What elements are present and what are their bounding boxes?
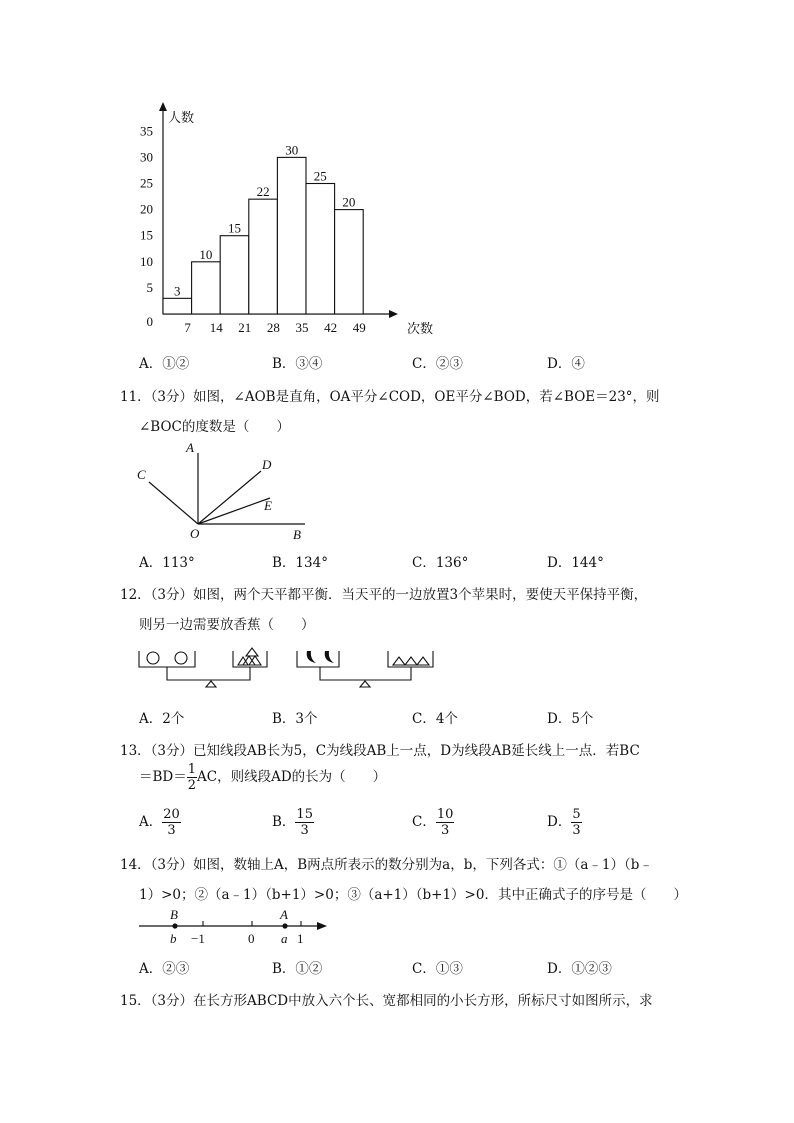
q11-text-line2: ∠BOC的度数是（ ） [139, 419, 290, 435]
x-tick-label: 49 [352, 320, 366, 335]
q11-option-c: C．136° [412, 555, 469, 571]
histogram-bar [220, 236, 249, 314]
q12-option-a: A．2个 [139, 711, 185, 727]
banana-icon [307, 651, 316, 663]
label-b-lower: b [170, 931, 177, 946]
triangle-icon [417, 657, 429, 665]
y-tick-label: 15 [140, 227, 153, 243]
y-axis-arrow-icon [159, 102, 167, 111]
q14-option-c: C．①③ [412, 961, 463, 977]
q14-text-line2: 1）>0；②（a﹣1）（b+1）>0；③（a+1）（b+1）>0．其中正确式子的序号是（ ） [139, 887, 687, 903]
y-tick-label: 25 [140, 175, 153, 191]
ray-oe [198, 498, 270, 524]
origin-label: 0 [146, 314, 153, 329]
bar-value-label: 20 [342, 194, 356, 210]
label-b: B [293, 527, 301, 542]
histogram-bar [306, 184, 335, 315]
point-a [282, 923, 287, 928]
y-tick-label: 5 [146, 279, 153, 295]
bar-value-label: 3 [174, 283, 181, 299]
fraction-half: $\frac{1}{2}$ [187, 762, 197, 793]
banana-icon [325, 651, 334, 663]
x-tick-label: 21 [238, 320, 252, 335]
q12-option-c: C．4个 [412, 711, 458, 727]
bar-value-label: 30 [285, 142, 299, 158]
q13-line2-post: AC，则线段AD的长为（ ） [197, 769, 387, 785]
point-b [172, 923, 177, 928]
angle-figure [130, 437, 320, 545]
label-e: E [264, 498, 272, 513]
number-line-figure [135, 905, 335, 950]
bar-value-label: 22 [256, 184, 270, 200]
y-tick-label: 30 [140, 149, 153, 165]
x-axis-arrow-icon [389, 310, 398, 318]
q13-option-b: B． $\frac{15}{3}$ [272, 807, 313, 838]
y-tick-label: 10 [140, 253, 153, 269]
label-d: D [262, 457, 272, 472]
q12-text-line1: 12．（3分）如图，两个天平都平衡．当天平的一边放置3个苹果时，要使天平保持平衡， [120, 587, 648, 603]
q13-line2-pre: ＝BD＝ [139, 769, 187, 785]
triangle-icon [246, 648, 258, 656]
label-a: A [186, 440, 194, 455]
q11-option-a: A．113° [139, 555, 195, 571]
q13-text-line1: 13．（3分）已知线段AB长为5，C为线段AB上一点，D为线段AB延长线上一点．若BC [120, 743, 640, 759]
q14-option-d: D．①②③ [547, 961, 612, 977]
q10-option-a: A．①② [139, 356, 190, 372]
q11-option-d: D．144° [547, 555, 604, 571]
q15-text-line1: 15．（3分）在长方形ABCD中放入六个长、宽都相同的小长方形，所标尺寸如图所示，求 [120, 993, 653, 1009]
histogram-bar [192, 262, 221, 314]
y-tick-label: 35 [140, 123, 153, 139]
q10-option-b: B．③④ [272, 356, 323, 372]
y-tick-label: 20 [140, 201, 153, 217]
triangle-icon [249, 656, 261, 665]
q12-option-d: D．5个 [547, 711, 594, 727]
q13-option-c: C． $\frac{10}{3}$ [412, 807, 454, 838]
x-tick-label: 14 [209, 320, 223, 335]
bar-value-label: 15 [228, 220, 241, 236]
q13-option-d: D． $\frac{5}{3}$ [547, 807, 581, 838]
ray-oc [149, 482, 198, 524]
apple-icon [147, 652, 159, 664]
q12-text-line2: 则另一边需要放香蕉（ ） [139, 617, 315, 633]
triangle-icon [238, 657, 248, 665]
q14-option-a: A．②③ [139, 961, 190, 977]
histogram-bar [249, 199, 278, 314]
label-a-upper: A [280, 907, 288, 922]
histogram-bar [277, 157, 306, 314]
label-minus-one: −1 [191, 931, 205, 946]
label-o: O [190, 526, 200, 541]
q14-option-b: B．①② [272, 961, 323, 977]
q11-option-b: B．134° [272, 555, 328, 571]
histogram-bar [335, 210, 364, 314]
q14-text-line1: 14．（3分）如图，数轴上A，B两点所表示的数分别为a，b，下列各式：①（a﹣1）（b﹣ [120, 857, 653, 873]
x-tick-label: 35 [295, 320, 309, 335]
bar-value-label: 10 [199, 246, 213, 262]
histogram-bar [163, 298, 192, 314]
arrow-right-icon [317, 922, 327, 930]
q10-option-c: C．②③ [412, 356, 463, 372]
q12-option-b: B．3个 [272, 711, 318, 727]
balance-figure [135, 645, 440, 690]
q10-option-d: D．④ [547, 356, 585, 372]
histogram-chart [130, 98, 450, 343]
bar-value-label: 25 [313, 168, 327, 184]
triangle-icon [393, 657, 405, 665]
apple-icon [175, 652, 187, 664]
label-c: C [137, 467, 146, 482]
q13-text-line2 [139, 763, 386, 792]
x-tick-label: 42 [324, 320, 338, 335]
triangle-icon [405, 657, 417, 665]
label-b-upper: B [170, 907, 178, 922]
label-zero: 0 [248, 931, 255, 946]
label-a-lower: a [281, 931, 288, 946]
label-one: 1 [297, 931, 304, 946]
x-tick-label: 7 [184, 320, 191, 335]
x-axis-label: 次数 [407, 321, 434, 336]
x-tick-label: 28 [266, 320, 280, 335]
y-axis-label: 人数 [168, 110, 195, 125]
q11-text-line1: 11．（3分）如图，∠AOB是直角，OA平分∠COD，OE平分∠BOD，若∠BOE＝23°，则 [120, 389, 660, 405]
q13-option-a: A． $\frac{20}{3}$ [139, 807, 180, 838]
ray-od [198, 471, 261, 524]
